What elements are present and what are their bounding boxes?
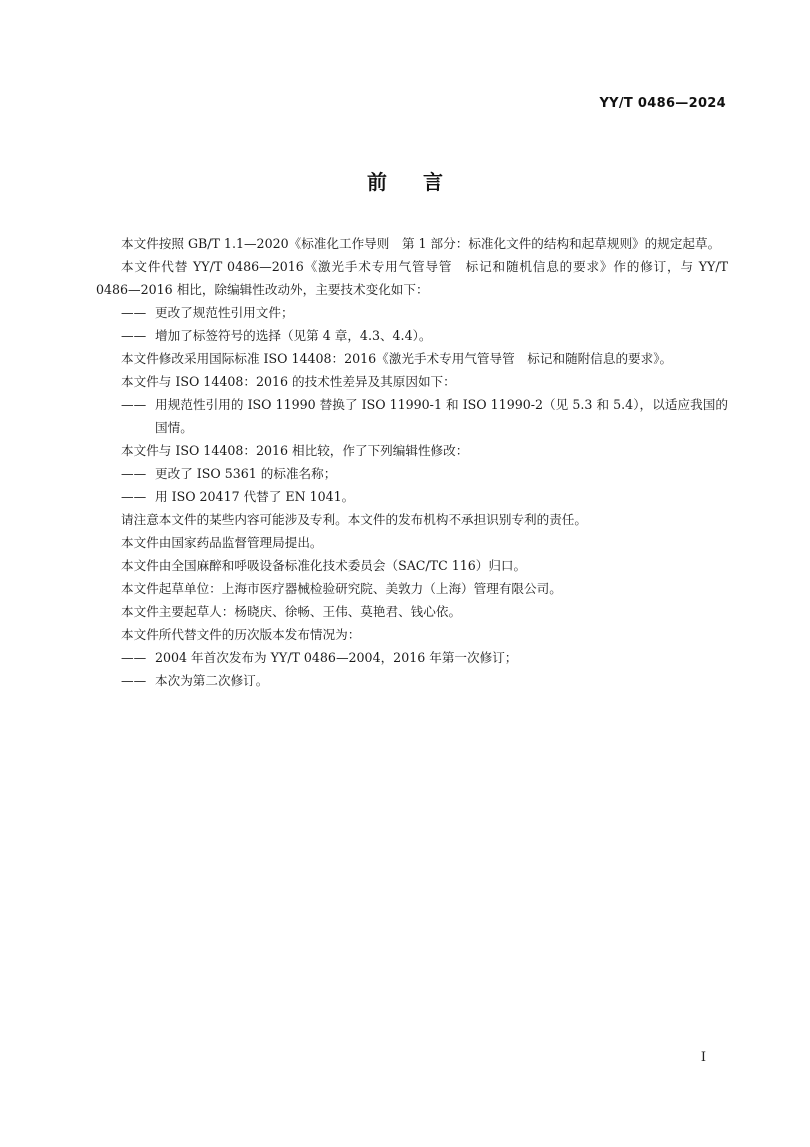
dash-mark: —— xyxy=(121,305,147,320)
list-item-change-1 xyxy=(96,301,728,324)
list-item-change-2 xyxy=(96,324,728,347)
list-item-history-1 xyxy=(96,646,728,669)
paragraph-adoption: 本文件修改采用国际标准 ISO 14408：2016《激光手术专用气管导管 标记和随附信息的要求》。 xyxy=(121,351,673,366)
dash-mark: —— xyxy=(121,397,147,412)
list-item-editorial-1 xyxy=(96,462,728,485)
list-item-difference-1 xyxy=(96,393,728,439)
dash-mark: —— xyxy=(121,650,147,665)
list-item-text: 用 ISO 20417 代替了 EN 1041。 xyxy=(155,489,355,504)
foreword-body xyxy=(96,232,728,692)
dash-mark: —— xyxy=(121,673,147,688)
paragraph-drafting-rules: 本文件按照 GB/T 1.1—2020《标准化工作导则 第 1 部分：标准化文件的结构和起草规则》的规定起草。 xyxy=(121,236,721,251)
page-number: I xyxy=(700,1050,706,1065)
list-item-text: 更改了规范性引用文件； xyxy=(155,305,294,320)
list-item-text: 本次为第二次修订。 xyxy=(155,673,269,688)
list-item-text: 更改了 ISO 5361 的标准名称； xyxy=(155,466,337,481)
title-char-2: 言 xyxy=(423,170,443,194)
list-item-text: 增加了标签符号的选择（见第 4 章，4.3、4.4）。 xyxy=(155,328,432,343)
dash-mark: —— xyxy=(121,489,147,504)
standard-code: YY/T 0486—2024 xyxy=(599,96,726,111)
list-item-text: 2004 年首次发布为 YY/T 0486—2004，2016 年第一次修订； xyxy=(155,650,518,665)
paragraph-history: 本文件所代替文件的历次版本发布情况为： xyxy=(121,627,361,642)
paragraph-technical-differences: 本文件与 ISO 14408：2016 的技术性差异及其原因如下： xyxy=(121,374,456,389)
dash-mark: —— xyxy=(121,328,147,343)
page-title xyxy=(0,166,810,195)
dash-mark: —— xyxy=(121,466,147,481)
paragraph-committee: 本文件由全国麻醉和呼吸设备标准化技术委员会（SAC/TC 116）归口。 xyxy=(121,558,527,573)
list-item-editorial-2 xyxy=(96,485,728,508)
list-item-text: 用规范性引用的 ISO 11990 替换了 ISO 11990-1 和 ISO 11990-2（见 5.3 和 5.4），以适应我国的国情。 xyxy=(155,397,728,435)
paragraph-drafters: 本文件主要起草人：杨晓庆、徐畅、王伟、莫艳君、钱心依。 xyxy=(121,604,462,619)
list-item-history-2 xyxy=(96,669,728,692)
title-char-1: 前 xyxy=(367,170,387,194)
paragraph-patent-notice: 请注意本文件的某些内容可能涉及专利。本文件的发布机构不承担识别专利的责任。 xyxy=(121,512,587,527)
paragraph-editorial-changes: 本文件与 ISO 14408：2016 相比较，作了下列编辑性修改： xyxy=(121,443,469,458)
paragraph-proposed-by: 本文件由国家药品监督管理局提出。 xyxy=(121,535,323,550)
paragraph-drafting-units: 本文件起草单位：上海市医疗器械检验研究院、美敦力（上海）管理有限公司。 xyxy=(121,581,562,596)
paragraph-replacement: 本文件代替 YY/T 0486—2016《激光手术专用气管导管 标记和随机信息的要求》作的修订，与 YY/T 0486—2016 相比，除编辑性改动外，主要技术变化如下： xyxy=(96,259,728,297)
